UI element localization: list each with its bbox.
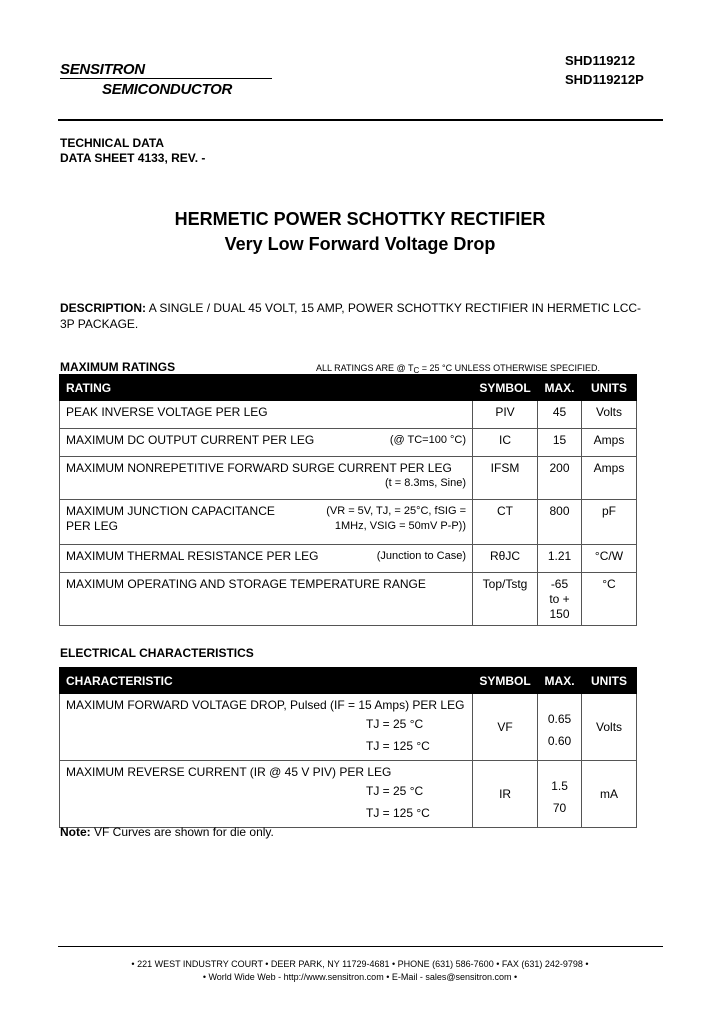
rating-text: MAXIMUM NONREPETITIVE FORWARD SURGE CURRENT PER LEG — [66, 461, 452, 475]
part-number-2: SHD119212P — [565, 72, 644, 87]
condition-note-post: = 25 °C UNLESS OTHERWISE SPECIFIED. — [419, 363, 601, 373]
units-cell: Volts — [581, 401, 636, 429]
table-row — [60, 457, 637, 500]
condition-note-pre: ALL RATINGS ARE @ T — [316, 363, 414, 373]
footer-web-email: • World Wide Web - http://www.sensitron.com • E-Mail - sales@sensitron.com • — [202, 972, 518, 982]
max-cell: 200 — [538, 457, 582, 500]
units-cell: °C — [581, 573, 636, 626]
col-header-symbol: SYMBOL — [473, 375, 538, 401]
col-header-units: UNITS — [582, 668, 637, 694]
description — [60, 300, 645, 332]
part-number-1: SHD119212 — [565, 53, 636, 68]
condition-item: TJ = 25 °C — [366, 784, 424, 798]
units-cell: mA — [582, 761, 637, 828]
col-header-rating: RATING — [60, 375, 473, 401]
condition-item: TJ = 25 °C — [366, 717, 424, 731]
col-header-characteristic: CHARACTERISTIC — [60, 668, 473, 694]
symbol-cell: VF — [473, 694, 538, 761]
max-cell: 800 — [538, 500, 582, 545]
units-cell: pF — [581, 500, 636, 545]
symbol-cell: PIV — [473, 401, 538, 429]
max-cell: 45 — [538, 401, 582, 429]
units-cell: Amps — [581, 429, 636, 457]
document-title: HERMETIC POWER SCHOTTKY RECTIFIER — [174, 209, 546, 229]
max-cell: -65 to + 150 — [538, 573, 582, 626]
characteristic-text: MAXIMUM REVERSE CURRENT (IR @ 45 V PIV) PER LEG — [66, 765, 392, 779]
col-header-max: MAX. — [538, 668, 582, 694]
rating-text: MAXIMUM DC OUTPUT CURRENT PER LEG — [66, 433, 315, 447]
max-ratings-label: MAXIMUM RATINGS — [60, 360, 176, 374]
symbol-cell: CT — [473, 500, 538, 545]
max-value: 70 — [552, 801, 567, 815]
condition-item: TJ = 125 °C — [366, 806, 430, 820]
company-name-line1: SENSITRON — [60, 61, 145, 78]
company-name-line2: SEMICONDUCTOR — [102, 81, 232, 98]
max-value: 0.60 — [547, 734, 572, 748]
symbol-cell: IC — [473, 429, 538, 457]
datasheet-revision: DATA SHEET 4133, REV. - — [60, 151, 206, 165]
symbol-cell: IFSM — [473, 457, 538, 500]
note-text: VF Curves are shown for die only. — [90, 825, 274, 839]
condition-item: TJ = 125 °C — [366, 739, 430, 753]
symbol-cell: IR — [473, 761, 538, 828]
table-row — [60, 761, 637, 828]
units-cell: Amps — [581, 457, 636, 500]
col-header-max: MAX. — [538, 375, 582, 401]
symbol-cell: Top/Tstg — [473, 573, 538, 626]
rating-text: PEAK INVERSE VOLTAGE PER LEG — [60, 401, 473, 429]
rating-text: MAXIMUM JUNCTION CAPACITANCE PER LEG — [66, 504, 275, 533]
document-subtitle: Very Low Forward Voltage Drop — [224, 234, 496, 254]
description-text: A SINGLE / DUAL 45 VOLT, 15 AMP, POWER SCHOTTKY RECTIFIER IN HERMETIC LCC-3P PACKAGE. — [60, 301, 642, 331]
units-cell: Volts — [582, 694, 637, 761]
rating-condition: (Junction to Case) — [376, 550, 467, 562]
rating-condition: (t = 8.3ms, Sine) — [385, 477, 467, 489]
max-ratings-table — [59, 374, 637, 626]
footer-rule — [58, 946, 663, 947]
rating-condition: (@ TC=100 °C) — [389, 434, 467, 446]
table-row — [60, 694, 637, 761]
table-row — [60, 573, 637, 626]
logo-divider — [60, 78, 272, 79]
rating-condition: (VR = 5V, TJ, = 25°C, fSIG = 1MHz, VSIG = 50mV P-P)) — [326, 505, 467, 532]
header-rule — [58, 119, 663, 121]
description-label: DESCRIPTION: — [60, 301, 147, 315]
table-row — [60, 545, 637, 573]
table-row — [60, 500, 637, 545]
col-header-units: UNITS — [581, 375, 636, 401]
condition-list — [66, 713, 466, 757]
note — [60, 825, 274, 839]
table-header-row — [60, 668, 637, 694]
units-cell: °C/W — [581, 545, 636, 573]
rating-text: MAXIMUM OPERATING AND STORAGE TEMPERATURE RANGE — [60, 573, 473, 626]
note-label: Note: — [60, 825, 91, 839]
electrical-table — [59, 667, 637, 828]
footer-address: • 221 WEST INDUSTRY COURT • DEER PARK, NY 11729-4681 • PHONE (631) 586-7600 • FAX (631) 242-9798 • — [131, 959, 589, 969]
symbol-cell: RθJC — [473, 545, 538, 573]
table-row — [60, 429, 637, 457]
electrical-characteristics-label: ELECTRICAL CHARACTERISTICS — [60, 646, 254, 660]
characteristic-text: MAXIMUM FORWARD VOLTAGE DROP, Pulsed (IF = 15 Amps) PER LEG — [66, 698, 465, 712]
rating-text: MAXIMUM THERMAL RESISTANCE PER LEG — [66, 549, 319, 563]
max-value: 0.65 — [547, 712, 572, 726]
condition-note-sub: C — [413, 366, 420, 375]
max-cell: 1.21 — [538, 545, 582, 573]
col-header-symbol: SYMBOL — [473, 668, 538, 694]
condition-list — [66, 780, 466, 824]
max-cell: 15 — [538, 429, 582, 457]
table-row — [60, 401, 637, 429]
table-header-row — [60, 375, 637, 401]
technical-data-label: TECHNICAL DATA — [60, 136, 164, 150]
max-value: 1.5 — [551, 779, 568, 793]
